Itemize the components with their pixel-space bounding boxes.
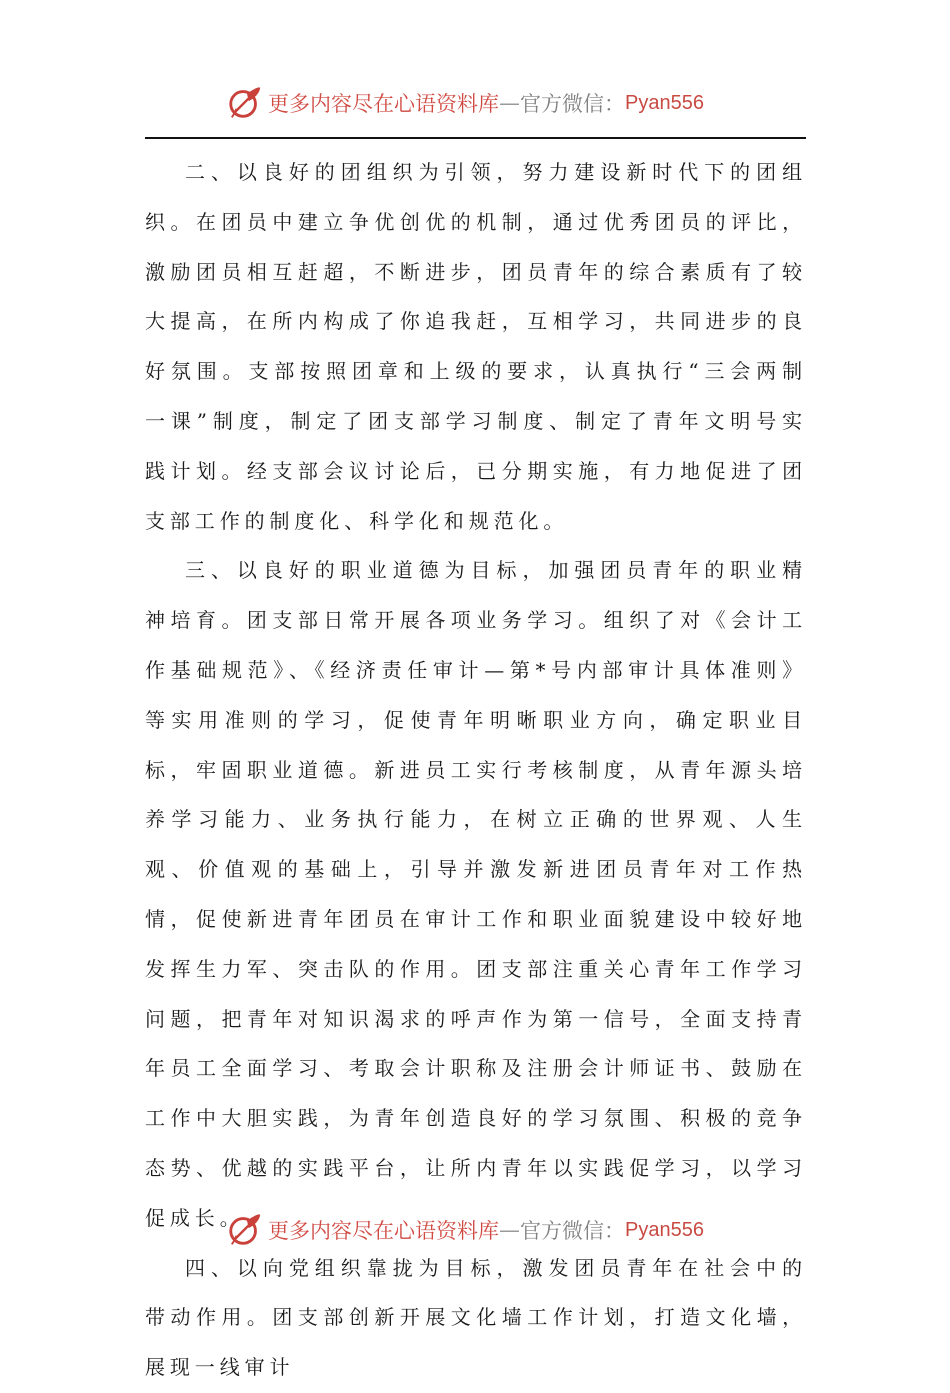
wechat-label: 官方微信：	[520, 1219, 625, 1243]
wechat-label: 官方微信：	[520, 92, 625, 116]
banner-text: 更多内容尽在心语资料库	[268, 1219, 499, 1243]
quill-logo-icon	[226, 1211, 264, 1249]
banner-text: 更多内容尽在心语资料库	[268, 92, 499, 116]
quill-logo-icon	[226, 84, 264, 122]
footer-banner	[0, 1210, 950, 1250]
paragraph-2: 二、以良好的团组织为引领，努力建设新时代下的团组织。在团员中建立争优创优的机制，通过优秀团员的评比，激励团员相互赶超，不断进步，团员青年的综合素质有了较大提高，在所内构成了你追我赶，互相学习，共同进步的良好氛围。支部按照团章和上级的要求，认真执行“三会两制一课”制度，制定了团支部学习制度、制定了青年文明号实践计划。经支部会议讨论后，已分期实施，有力地促进了团支部工作的制度化、科学化和规范化。	[145, 160, 807, 533]
banner-separator: —	[499, 91, 520, 115]
wechat-id: Pyan556	[625, 91, 704, 114]
paragraph-4: 四、以向党组织靠拢为目标，激发团员青年在社会中的带动作用。团支部创新开展文化墙工作计划，打造文化墙，展现一线审计	[145, 1255, 807, 1380]
paragraph-3: 三、以良好的职业道德为目标，加强团员青年的职业精神培育。团支部日常开展各项业务学习。组织了对《会计工作基础规范》、《经济责任审计—第*号内部审计具体准则》等实用准则的学习，促使青年明晰职业方向，确定职业目标，牢固职业道德。新进员工实行考核制度，从青年源头培养学习能力、业务执行能力，在树立正确的世界观、人生观、价值观的基础上，引导并激发新进团员青年对工作热情，促使新进青年团员在审计工作和职业面貌建设中较好地发挥生力军、突击队的作用。团支部注重关心青年工作学习问题，把青年对知识渴求的呼声作为第一信号，全面支持青年员工全面学习、考取会计职称及注册会计师证书、鼓励在工作中大胆实践，为青年创造良好的学习氛围、积极的竞争态势、优越的实践平台，让所内青年以实践促学习，以学习促成长。	[145, 558, 807, 1230]
header-banner	[0, 83, 950, 123]
header-divider	[145, 137, 806, 139]
document-body	[145, 148, 807, 1393]
wechat-id: Pyan556	[625, 1218, 704, 1241]
banner-separator: —	[499, 1218, 520, 1242]
